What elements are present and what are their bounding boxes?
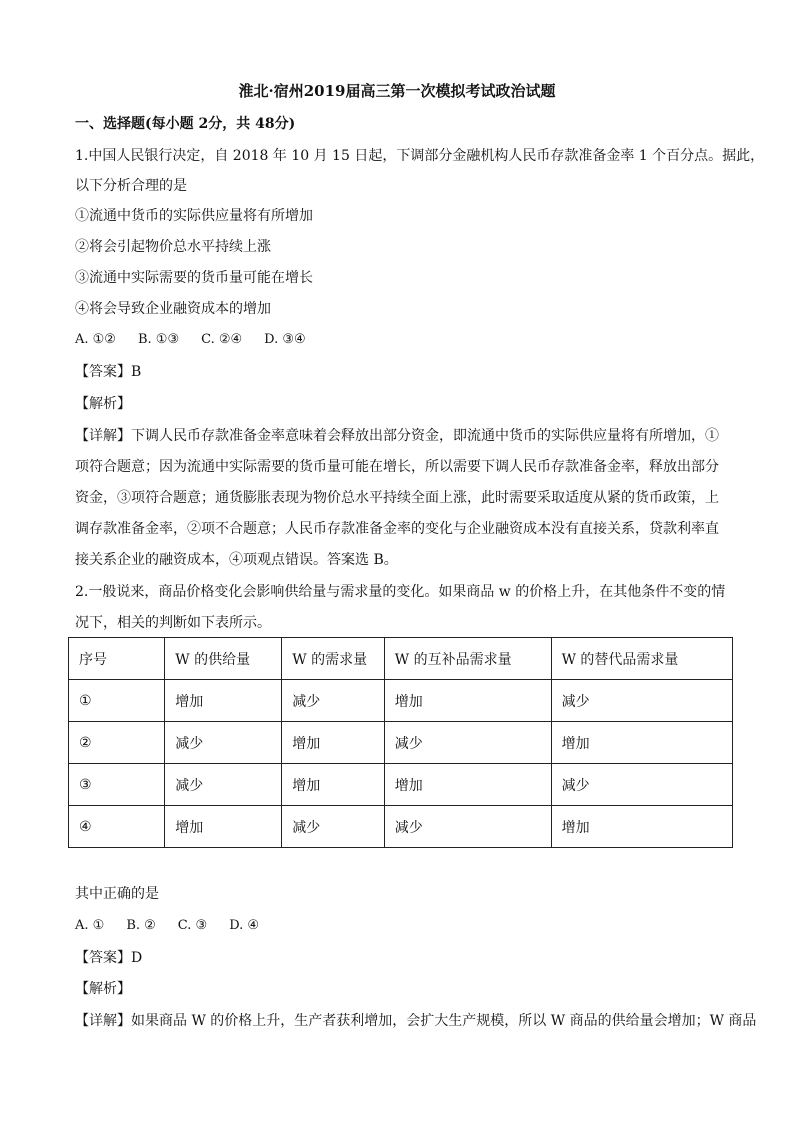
q2-options <box>75 916 735 936</box>
table-cell: 减少 <box>384 806 551 848</box>
q2-answer: 【答案】D <box>75 950 143 966</box>
table-header-cell: 序号 <box>69 638 165 680</box>
q1-analysis-label: 【解析】 <box>75 396 131 412</box>
table-header-cell: W 的互补品需求量 <box>384 638 551 680</box>
table-header-cell: W 的供给量 <box>165 638 282 680</box>
table-cell: 减少 <box>282 806 384 848</box>
table-cell: 增加 <box>384 680 551 722</box>
table-header-row <box>69 638 733 680</box>
table-cell: 减少 <box>165 722 282 764</box>
page-title: 淮北·宿州2019届高三第一次模拟考试政治试题 <box>238 82 556 100</box>
q1-detail-line: 调存款准备金率，②项不合题意；人民币存款准备金率的变化与企业融资成本没有直接关系，贷款利率直 <box>75 521 719 537</box>
q1-option-c: C. ②④ <box>201 332 243 347</box>
q2-stem-line1: 2.一般说来，商品价格变化会影响供给量与需求量的变化。如果商品 w 的价格上升，在其他条件不变的情 <box>75 584 726 600</box>
q1-item-4: ④将会导致企业融资成本的增加 <box>75 301 271 317</box>
q2-option-d: D. ④ <box>229 918 260 933</box>
q1-item-3: ③流通中实际需要的货币量可能在增长 <box>75 270 313 286</box>
q2-detail-line: 【详解】如果商品 W 的价格上升，生产者获利增加，会扩大生产规模，所以 W 商品的供给量会增加；W 商品 <box>75 1013 757 1029</box>
q2-stem-line2: 况下，相关的判断如下表所示。 <box>75 615 271 631</box>
q1-option-d: D. ③④ <box>264 332 306 347</box>
table-cell: ① <box>69 680 165 722</box>
table-cell: ④ <box>69 806 165 848</box>
table-cell: 减少 <box>165 764 282 806</box>
q2-analysis-label: 【解析】 <box>75 981 131 997</box>
q2-option-b: B. ② <box>126 918 156 933</box>
q1-detail-line: 资金，③项符合题意；通货膨胀表现为物价总水平持续全面上涨，此时需要采取适度从紧的货币政策，上 <box>75 490 719 506</box>
table-cell: 增加 <box>384 764 551 806</box>
q1-item-2: ②将会引起物价总水平持续上涨 <box>75 239 271 255</box>
q1-stem-line2: 以下分析合理的是 <box>75 178 187 194</box>
table-cell: 增加 <box>282 764 384 806</box>
table-cell: 减少 <box>551 680 732 722</box>
q1-option-b: B. ①③ <box>137 332 180 347</box>
judgment-table <box>68 637 733 848</box>
q2-option-c: C. ③ <box>177 918 208 933</box>
table-cell: 减少 <box>384 722 551 764</box>
table-cell: ③ <box>69 764 165 806</box>
table-row <box>69 764 733 806</box>
table-cell: ② <box>69 722 165 764</box>
table-row <box>69 680 733 722</box>
table-cell: 增加 <box>551 806 732 848</box>
q1-detail-line: 接关系企业的融资成本，④项观点错误。答案选 B。 <box>75 552 398 568</box>
table-cell: 减少 <box>282 680 384 722</box>
q2-after-table: 其中正确的是 <box>75 886 159 902</box>
q1-item-1: ①流通中货币的实际供应量将有所增加 <box>75 208 313 224</box>
table-cell: 增加 <box>282 722 384 764</box>
q1-stem-line1: 1.中国人民银行决定，自 2018 年 10 月 15 日起，下调部分金融机构人民币存款准备金率 1 个百分点。据此， <box>75 148 765 164</box>
table-cell: 增加 <box>165 806 282 848</box>
q1-option-a: A. ①② <box>75 332 116 347</box>
table-header-cell: W 的需求量 <box>282 638 384 680</box>
table-cell: 增加 <box>165 680 282 722</box>
q1-answer: 【答案】B <box>75 364 142 380</box>
section-heading: 一、选择题(每小题 2分，共 48分) <box>75 116 296 132</box>
q1-options <box>75 330 735 350</box>
table-row <box>69 806 733 848</box>
table-cell: 增加 <box>551 722 732 764</box>
q2-option-a: A. ① <box>75 918 105 933</box>
table-row <box>69 722 733 764</box>
q1-detail-line: 项符合题意；因为流通中实际需要的货币量可能在增长，所以需要下调人民币存款准备金率，释放出部分 <box>75 459 719 475</box>
table-header-cell: W 的替代品需求量 <box>551 638 732 680</box>
table-cell: 减少 <box>551 764 732 806</box>
q1-detail-line: 【详解】下调人民币存款准备金率意味着会释放出部分资金，即流通中货币的实际供应量将有所增加，① <box>75 428 719 444</box>
